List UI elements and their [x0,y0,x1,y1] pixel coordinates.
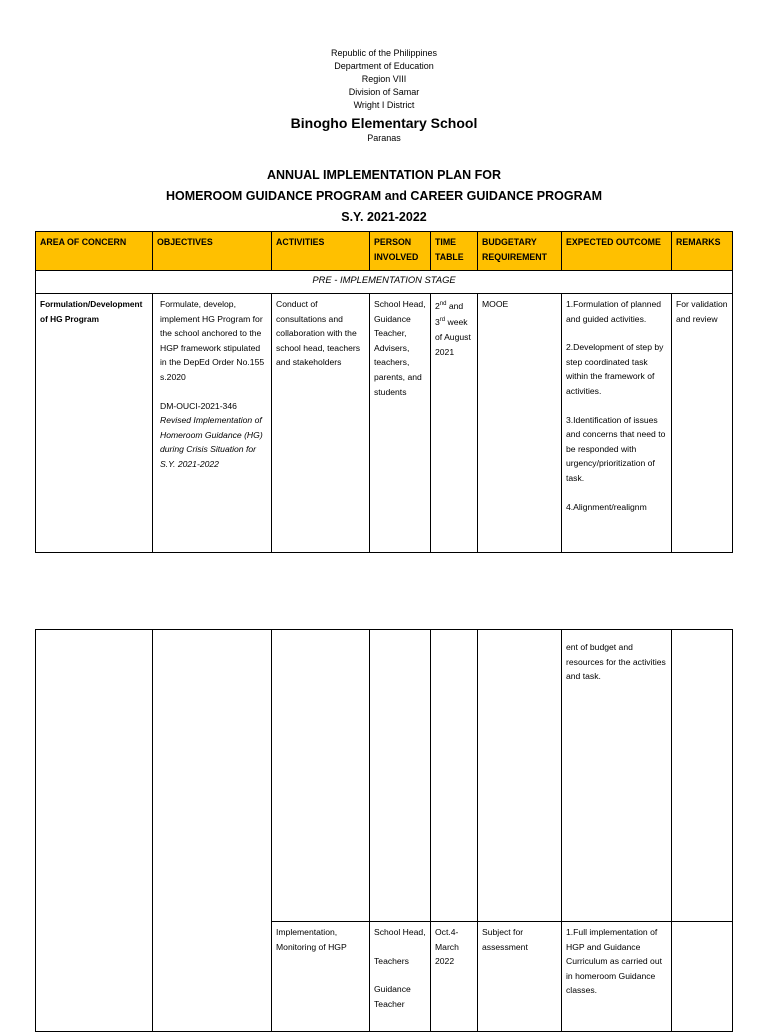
cell-persons-cont [370,630,431,922]
header-region: Region VIII [361,74,407,84]
cell-activities-2: Implementation, Monitoring of HGP [272,922,370,1032]
cell-budget-2: Subject for assessment [478,922,562,1032]
time-month: week of August 2021 [435,317,471,357]
col-timetable: TIME TABLE [431,232,478,271]
document-title [0,166,768,227]
cell-objectives-cont [153,630,272,1032]
cell-budget: MOOE [478,294,562,553]
header-department: Department of Education [334,61,434,71]
header-division: Division of Samar [348,87,420,97]
table-row [36,294,733,553]
objective-text: Formulate, develop, implement HG Program for the school anchored to the HGP framework stipulated in the DepEd Order No.155 s.2020 [160,299,265,382]
cell-outcome [562,294,672,553]
col-remarks: REMARKS [672,232,733,271]
cell-outcome-2: 1.Full implementation of HGP and Guidance Curriculum as carried out in homeroom Guidance classes. [562,922,672,1032]
table-header-row [36,232,733,271]
col-objectives: OBJECTIVES [153,232,272,271]
cell-remarks: For validation and review [672,294,733,553]
outcome-3: 3.Identification of issues and concerns that need to be responded with urgency/prioritization of task. [566,414,666,483]
title-line-2: HOMEROOM GUIDANCE PROGRAM and CAREER GUIDANCE PROGRAM [165,189,603,203]
person-teachers: Teachers [374,955,409,966]
col-budget: BUDGETARY REQUIREMENT [478,232,562,271]
cell-timetable-2: Oct.4-March 2022 [431,922,478,1032]
time-ordinal-2: and 3 [435,300,464,328]
cell-remarks-2 [672,922,733,1032]
memo-title: Revised Implementation of Homeroom Guidance (HG) during Crisis Situation for S.Y. 2021-2022 [160,415,263,469]
outcome-1: 1.Formulation of planned and guided activities. [566,299,662,324]
title-line-3: S.Y. 2021-2022 [341,210,427,224]
cell-persons: School Head, Guidance Teacher, Advisers, teachers, parents, and students [370,294,431,553]
stage-label: PRE - IMPLEMENTATION STAGE [36,271,733,294]
stage-row [36,271,733,294]
time-ordinal-1-suffix: nd [439,301,447,307]
cell-persons-2 [370,922,431,1032]
col-outcome: EXPECTED OUTCOME [562,232,672,271]
cell-outcome-cont: ent of budget and resources for the activities and task. [562,630,672,922]
cell-remarks-cont [672,630,733,922]
plan-table [35,231,733,553]
cell-activities-cont [272,630,370,922]
table-row [36,630,733,922]
person-school-head: School Head, [374,927,426,937]
cell-timetable-cont [431,630,478,922]
outcome-4: 4.Alignment/realignm [566,501,647,512]
school-name: Binogho Elementary School [290,115,478,131]
header-district: Wright I District [353,100,415,110]
letterhead [0,47,768,144]
col-activities: ACTIVITIES [272,232,370,271]
person-guidance-teacher: Guidance Teacher [374,984,411,1009]
title-line-1: ANNUAL IMPLEMENTATION PLAN FOR [266,168,501,182]
outcome-2: 2.Development of step by step coordinated task within the framework of activities. [566,342,664,396]
plan-table-continued [35,629,733,1032]
time-ordinal-2-suffix: rd [439,317,446,324]
cell-activities: Conduct of consultations and collaboration with the school head, teachers and stakeholders [272,294,370,553]
col-area: AREA OF CONCERN [36,232,153,271]
time-ordinal-1: 2 [435,300,440,311]
cell-budget-cont [478,630,562,922]
cell-objectives [153,294,272,553]
memo-number: DM-OUCI-2021-346 [160,400,237,411]
cell-timetable [431,294,478,553]
col-person: PERSON INVOLVED [370,232,431,271]
header-country: Republic of the Philippines [330,48,438,58]
cell-area-cont [36,630,153,1032]
school-town: Paranas [367,133,401,143]
cell-area: Formulation/Development of HG Program [36,294,153,553]
